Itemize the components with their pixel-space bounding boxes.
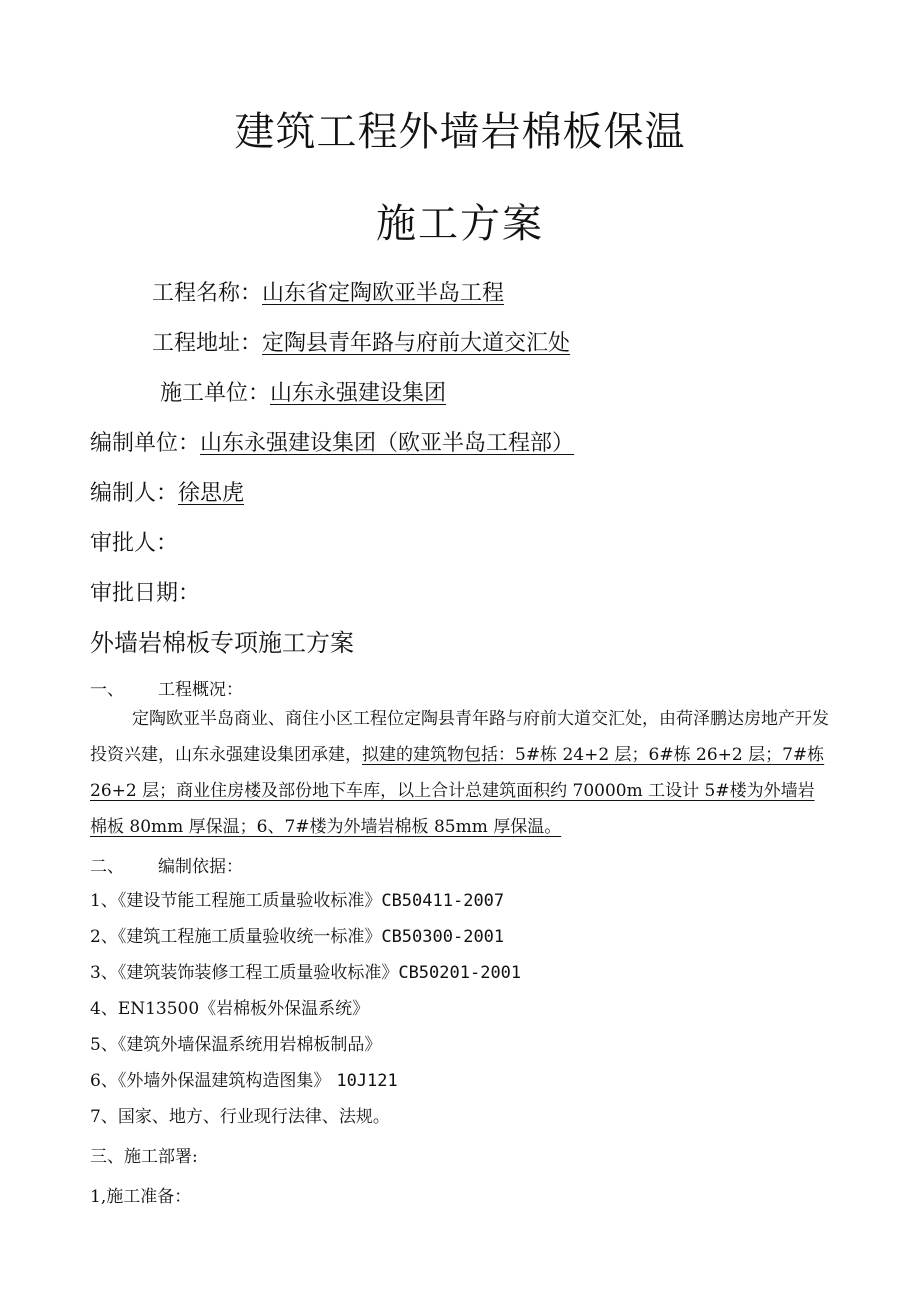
project-name-row <box>152 276 504 307</box>
approver-row <box>90 526 178 557</box>
compiling-unit-label: 编制单位： <box>90 431 201 456</box>
approval-date-row <box>90 576 200 607</box>
section-1-number: 一、 <box>90 680 124 700</box>
section-3-heading: 三、施工部署: <box>90 1147 198 1167</box>
construction-unit-value: 山东永强建设集团 <box>270 381 447 406</box>
project-address-row <box>152 326 570 357</box>
project-name-value: 山东省定陶欧亚半岛工程 <box>262 281 505 306</box>
compiler-label: 编制人： <box>90 481 179 506</box>
reference-item-2 <box>90 922 504 947</box>
approver-label: 审批人： <box>90 531 179 556</box>
reference-item-3 <box>90 958 521 983</box>
reference-text: 5、《建筑外墙保温系统用岩棉板制品》 <box>90 1035 382 1055</box>
reference-code: CB50411-2007 <box>381 891 505 911</box>
reference-text: 4、EN13500《岩棉板外保温系统》 <box>90 999 370 1019</box>
compiling-unit-value: 山东永强建设集团（欧亚半岛工程部） <box>200 431 575 456</box>
reference-item-1 <box>90 886 504 911</box>
section-2-title: 编制依据： <box>158 857 243 877</box>
section-2-number: 二、 <box>90 857 124 877</box>
approval-date-label: 审批日期： <box>90 581 201 606</box>
document-title-line2: 施工方案 <box>376 201 544 247</box>
reference-text: 3、《建筑装饰装修工程工质量验收标准》 <box>90 963 399 983</box>
overview-text-part1: 定陶欧亚半岛商业、商住小区工程位定陶县青年路与府前大道交汇处，由荷泽鹏达房地产开发投资兴建，山东永强建设集团承建， <box>90 709 829 765</box>
reference-item-7 <box>90 1102 390 1127</box>
section-3-1-heading: 1,施工准备： <box>90 1187 192 1207</box>
construction-unit-label: 施工单位： <box>160 381 271 406</box>
reference-text: 7、国家、地方、行业现行法律、法规。 <box>90 1107 390 1127</box>
reference-item-6 <box>90 1066 398 1091</box>
project-name-label: 工程名称： <box>152 281 263 306</box>
overview-text-part2: 拟建的建筑物包括：5#栋 24+2 层；6#栋 26+2 层；7#栋 26+2 层；商业住房楼及部份地下车库，以上合计总建筑面积约 70000m 工设计 5#楼为外墙岩棉板 80mm 厚保温；6、7#楼为外墙岩棉板 85mm 厚保温。 <box>90 745 825 837</box>
section-1-title: 工程概况： <box>158 680 243 700</box>
compiler-row <box>90 476 244 507</box>
reference-code: 10J121 <box>336 1071 398 1091</box>
project-address-value: 定陶县青年路与府前大道交汇处 <box>262 331 571 356</box>
reference-code: CB50300-2001 <box>381 927 505 947</box>
reference-text: 1、《建设节能工程施工质量验收标准》 <box>90 891 382 911</box>
project-overview-paragraph <box>90 701 830 845</box>
reference-item-4 <box>90 994 369 1019</box>
compiling-unit-row <box>90 426 574 457</box>
section-title: 外墙岩棉板专项施工方案 <box>90 629 354 657</box>
reference-text: 6、《外墙外保温建筑构造图集》 <box>90 1071 331 1091</box>
reference-code: CB50201-2001 <box>398 963 522 983</box>
reference-item-5 <box>90 1030 381 1055</box>
document-title-line1: 建筑工程外墙岩棉板保温 <box>234 109 686 155</box>
reference-text: 2、《建筑工程施工质量验收统一标准》 <box>90 927 382 947</box>
project-address-label: 工程地址： <box>152 331 263 356</box>
compiler-value: 徐思虎 <box>178 481 245 506</box>
section-1-heading <box>90 675 243 700</box>
construction-unit-row <box>160 376 446 407</box>
section-2-heading <box>90 852 243 877</box>
